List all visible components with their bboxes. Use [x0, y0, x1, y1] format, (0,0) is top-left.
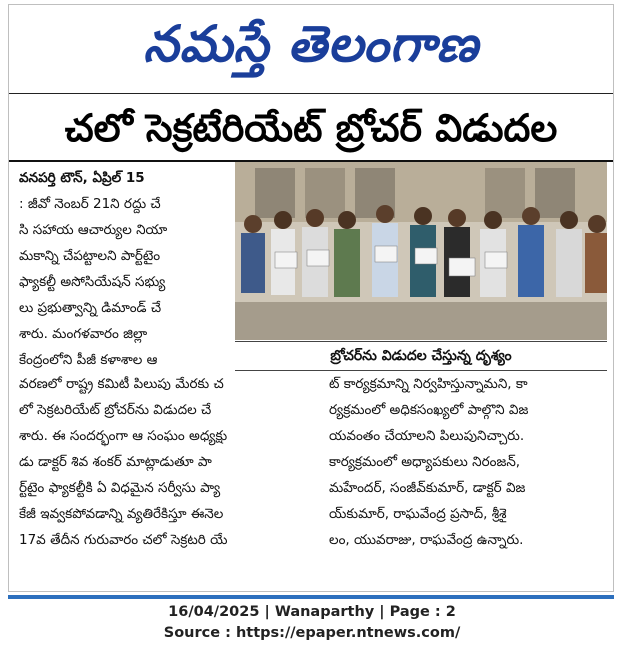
news-photo — [235, 162, 607, 340]
article-line: ఫ్యాకల్టీ అసోసియేషన్ సభ్యు — [19, 274, 166, 290]
article-line: డు డాక్టర్ శివ శంకర్ మాట్లాడుతూ పా — [19, 454, 212, 470]
article-line: య్‌కుమార్, రాఘవేంద్ర ప్రసాద్, శ్రీశై — [329, 506, 507, 522]
newspaper-clipping — [8, 4, 614, 592]
article-column-3 — [329, 371, 607, 553]
article-line: సి సహాయ ఆచార్యుల నియా — [19, 222, 168, 238]
footer — [0, 602, 624, 644]
footer-source: Source : https://epaper.ntnews.com/ — [163, 625, 461, 641]
article-line: లు ప్రభుత్వాన్ని డిమాండ్ చే — [19, 300, 162, 316]
article-line: మహేందర్, సంజీవ్‌కుమార్, డాక్టర్ విజ — [329, 480, 526, 496]
article-line: : జీవో నెంబర్ 21ని రద్దు చే — [19, 196, 161, 212]
footer-date-edition: 16/04/2025 | Wanaparthy | Page : 2 — [168, 604, 456, 620]
article-line: కేంద్రంలోని పీజీ కళాశాల ఆ — [19, 352, 158, 368]
article-line: శారు. ఈ సందర్భంగా ఆ సంఘం అధ్యక్షు — [19, 428, 228, 444]
article-column-1 — [19, 165, 233, 373]
article-line: వరణలో రాష్ట్ర కమిటీ పిలుపు మేరకు చ — [19, 376, 224, 392]
article-line: శారు. మంగళవారం జిల్లా — [19, 326, 148, 342]
article-line: లో సెక్రటరియేట్ బ్రోచర్‌ను విడుదల చే — [19, 402, 212, 418]
masthead-title: నమస్తే తెలంగాణ — [143, 15, 479, 73]
article-line: మకాన్ని చేపట్టాలని పార్ట్‌టైం — [19, 248, 161, 264]
photo-caption: బ్రోచర్‌ను విడుదల చేస్తున్న దృశ్యం — [235, 341, 607, 371]
article-column-2 — [19, 371, 324, 553]
article-line: ట్ కార్యక్రమాన్ని నిర్వహిస్తున్నామని, కా — [329, 376, 528, 392]
article-line: లం, యువరాజు, రాఘవేంద్ర ఉన్నారు. — [329, 532, 524, 548]
article-dateline: వనపర్తి టౌన్, ఏప్రిల్ 15 — [19, 170, 145, 186]
article-line: కేజీ ఇవ్వకపోవడాన్ని వ్యతిరేకిస్తూ ఈనెల — [19, 506, 224, 522]
article-line: 17వ తేదీన గురువారం చలో సెక్రటరి యే — [19, 532, 228, 548]
article-headline: చలో సెక్రటేరియేట్ బ్రోచర్ విడుదల — [64, 106, 558, 150]
article-line: కార్యక్రమంలో అధ్యాపకులు నిరంజన్, — [329, 454, 521, 470]
footer-divider — [8, 595, 614, 599]
group-photo-image — [235, 162, 607, 340]
article-line: యవంతం చేయాలని పిలుపునిచ్చారు. — [329, 428, 525, 444]
article-line: ర్యక్రమంలో అధికసంఖ్యలో పాల్గొని విజ — [329, 402, 529, 418]
article-line: ర్ట్‌టైం ఫ్యాకల్టీకి ఏ విధమైన సర్వీసు ప్యా — [19, 480, 221, 496]
masthead-rule — [9, 93, 613, 94]
